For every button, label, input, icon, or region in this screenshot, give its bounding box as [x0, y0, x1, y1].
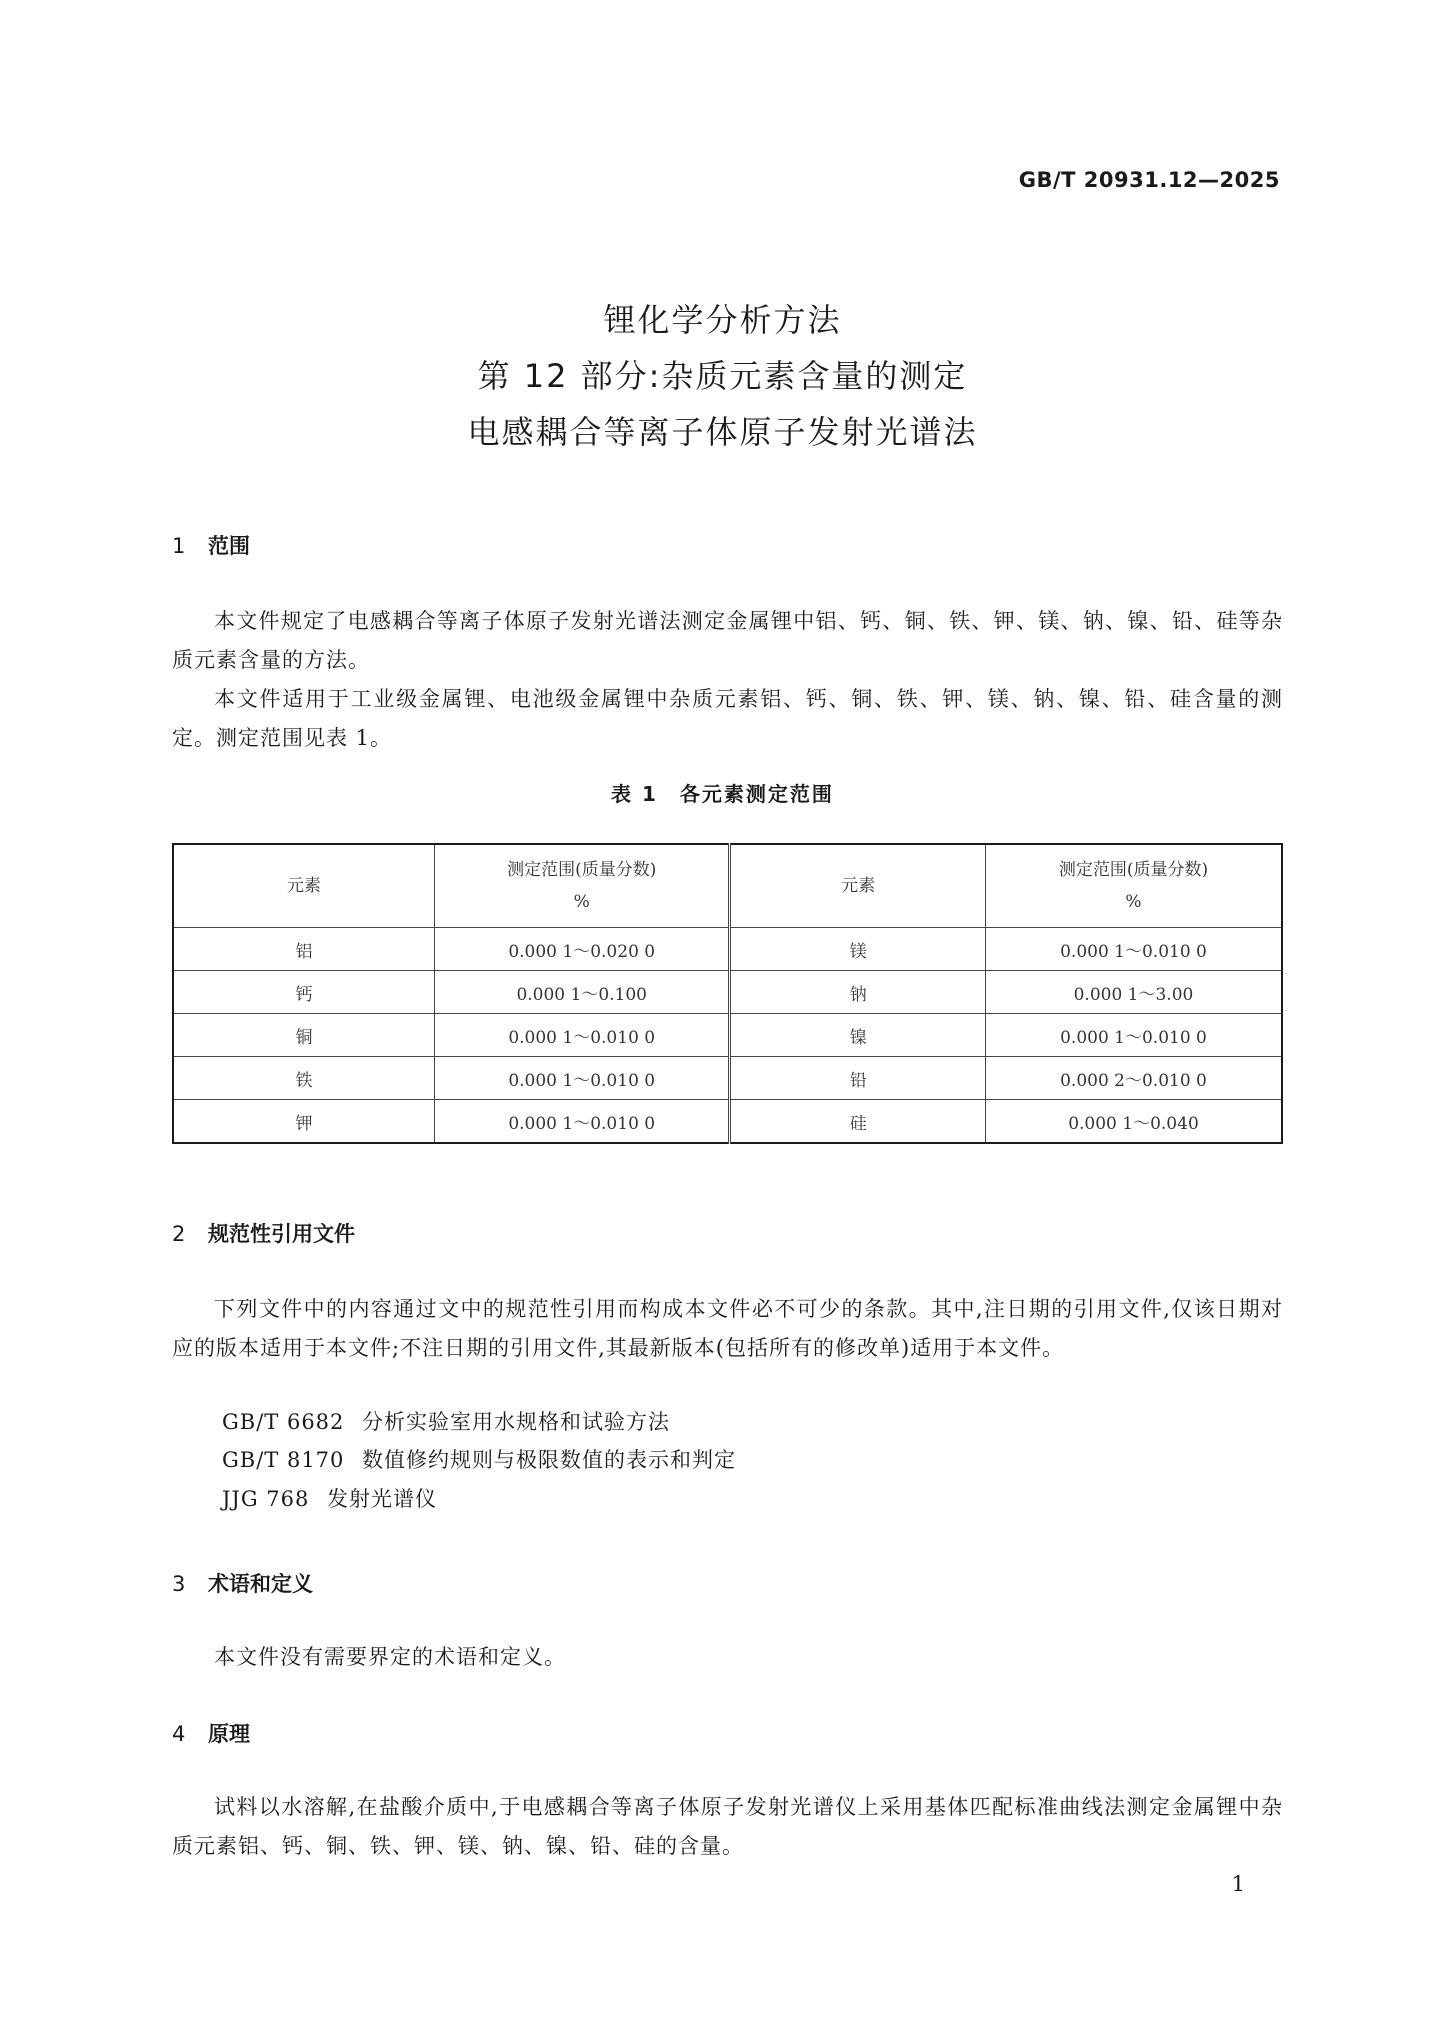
table-cell: 硅 — [730, 1100, 986, 1144]
table-cell: 0.000 1～0.010 0 — [985, 1014, 1282, 1057]
reference-code: GB/T 8170 — [222, 1448, 345, 1472]
table-cell: 0.000 1～3.00 — [985, 971, 1282, 1014]
table-cell: 0.000 1～0.010 0 — [434, 1100, 729, 1144]
section-4-heading — [172, 1718, 250, 1748]
reference-name: 分析实验室用水规格和试验方法 — [362, 1410, 670, 1434]
table-cell: 0.000 1～0.040 — [985, 1100, 1282, 1144]
section-1-paragraph-2: 本文件适用于工业级金属锂、电池级金属锂中杂质元素铝、钙、铜、铁、钾、镁、钠、镍、铅、硅含量的测定。测定范围见表 1。 — [172, 687, 1283, 750]
table-cell: 0.000 1～0.010 0 — [985, 928, 1282, 971]
section-3-paragraph-1: 本文件没有需要界定的术语和定义。 — [214, 1645, 566, 1669]
header-range-unit: % — [1125, 892, 1142, 912]
table-cell: 0.000 1～0.010 0 — [434, 1014, 729, 1057]
section-1-paragraph-1: 本文件规定了电感耦合等离子体原子发射光谱法测定金属锂中铝、钙、铜、铁、钾、镁、钠、镍、铅、硅等杂质元素含量的方法。 — [172, 609, 1283, 672]
section-title: 术语和定义 — [208, 1572, 313, 1596]
table-cell: 镍 — [730, 1014, 986, 1057]
header-range — [434, 844, 729, 928]
header-range-label: 测定范围(质量分数) — [1058, 860, 1209, 880]
table-cell: 铝 — [173, 928, 434, 971]
range-table — [172, 843, 1283, 1144]
table-cell: 0.000 1～0.010 0 — [434, 1057, 729, 1100]
document-title — [0, 292, 1445, 460]
table-row — [173, 1014, 1282, 1057]
section-number: 2 — [172, 1222, 186, 1246]
standard-code: GB/T 20931.12—2025 — [1018, 168, 1280, 192]
section-1-heading — [172, 530, 250, 560]
section-number: 4 — [172, 1722, 186, 1746]
reference-code: JJG 768 — [222, 1487, 310, 1511]
title-line-1: 锂化学分析方法 — [603, 301, 842, 339]
table-cell: 铁 — [173, 1057, 434, 1100]
table-cell: 0.000 1～0.020 0 — [434, 928, 729, 971]
reference-item — [222, 1444, 736, 1474]
section-title: 规范性引用文件 — [208, 1222, 355, 1246]
table-row — [173, 1100, 1282, 1144]
table-cell: 钾 — [173, 1100, 434, 1144]
table-cell: 镁 — [730, 928, 986, 971]
title-line-3: 电感耦合等离子体原子发射光谱法 — [467, 413, 978, 451]
reference-name: 发射光谱仪 — [327, 1487, 437, 1511]
header-element: 元素 — [173, 844, 434, 928]
table-cell: 铅 — [730, 1057, 986, 1100]
header-element: 元素 — [730, 844, 986, 928]
section-3-heading — [172, 1568, 313, 1598]
title-line-2: 第 12 部分:杂质元素含量的测定 — [477, 357, 968, 395]
table-cell: 0.000 1～0.100 — [434, 971, 729, 1014]
table-cell: 钠 — [730, 971, 986, 1014]
page-number: 1 — [1231, 1872, 1245, 1896]
table-row — [173, 971, 1282, 1014]
header-range-unit: % — [573, 892, 590, 912]
table-row — [173, 1057, 1282, 1100]
reference-item — [222, 1483, 437, 1513]
header-range-label: 测定范围(质量分数) — [507, 860, 657, 880]
section-number: 3 — [172, 1572, 186, 1596]
section-title: 范围 — [208, 534, 250, 558]
table-cell: 钙 — [173, 971, 434, 1014]
reference-name: 数值修约规则与极限数值的表示和判定 — [362, 1448, 736, 1472]
reference-code: GB/T 6682 — [222, 1410, 345, 1434]
section-4-paragraph-1: 试料以水溶解,在盐酸介质中,于电感耦合等离子体原子发射光谱仪上采用基体匹配标准曲线法测定金属锂中杂质元素铝、钙、铜、铁、钾、镁、钠、镍、铅、硅的含量。 — [172, 1795, 1283, 1858]
header-range — [985, 844, 1282, 928]
section-number: 1 — [172, 534, 186, 558]
table-cell: 0.000 2～0.010 0 — [985, 1057, 1282, 1100]
section-title: 原理 — [208, 1722, 250, 1746]
table-caption: 表 1 各元素测定范围 — [611, 782, 834, 806]
table-cell: 铜 — [173, 1014, 434, 1057]
table-row — [173, 928, 1282, 971]
section-2-heading — [172, 1218, 355, 1248]
section-2-paragraph-1: 下列文件中的内容通过文中的规范性引用而构成本文件必不可少的条款。其中,注日期的引用文件,仅该日期对应的版本适用于本文件;不注日期的引用文件,其最新版本(包括所有的修改单)适用于本文件。 — [172, 1297, 1283, 1360]
reference-item — [222, 1406, 670, 1436]
table-header-row — [173, 844, 1282, 928]
